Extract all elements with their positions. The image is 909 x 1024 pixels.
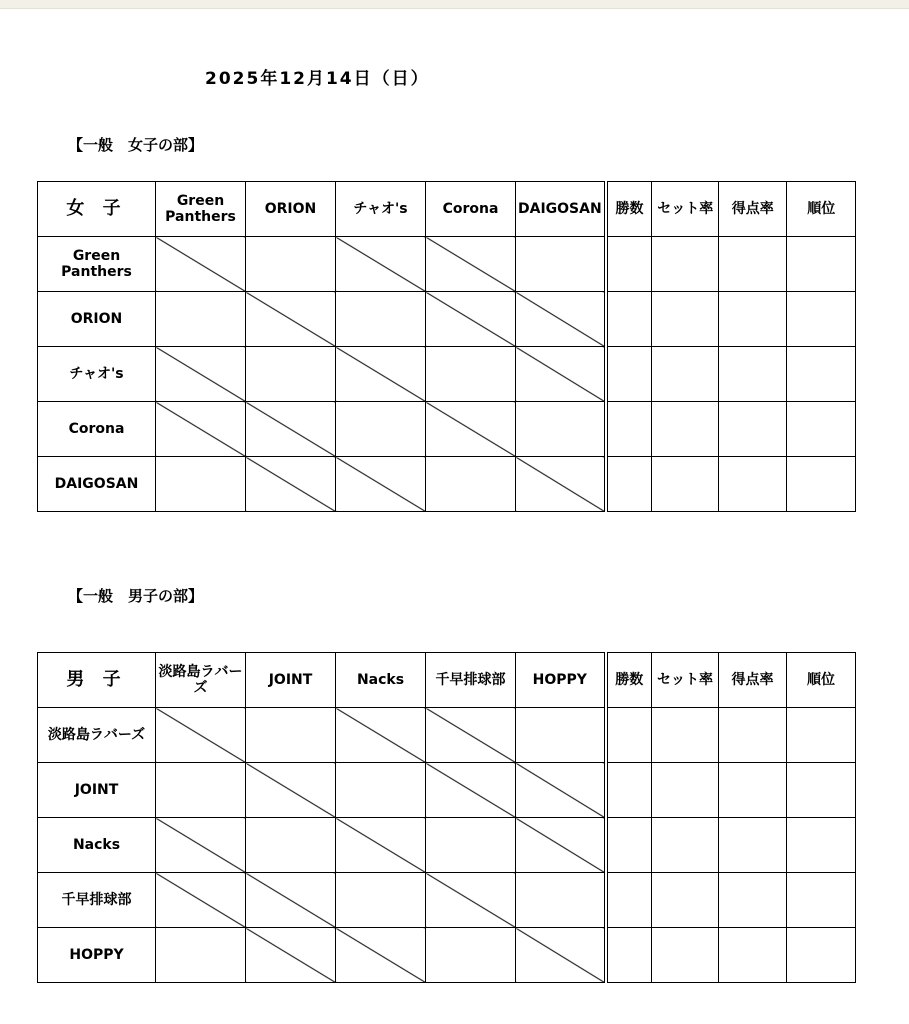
match-cell [516,402,606,457]
match-cell-diagonal [246,873,336,928]
table-row [38,708,856,763]
match-cell [336,292,426,347]
point-ratio-cell [719,457,787,512]
match-cell [246,347,336,402]
set-ratio-cell [652,402,719,457]
match-cell-diagonal [516,763,606,818]
wins-cell [606,818,652,873]
wins-cell [606,292,652,347]
set-ratio-cell [652,237,719,292]
row-team-header: 千早排球部 [38,873,156,928]
match-cell [156,457,246,512]
match-cell [426,457,516,512]
match-cell [246,237,336,292]
column-team-header: 千早排球部 [426,653,516,708]
point-ratio-cell [719,763,787,818]
stat-header-set-ratio: セット率 [652,653,719,708]
set-ratio-cell [652,347,719,402]
point-ratio-cell [719,708,787,763]
stat-header-wins: 勝数 [606,182,652,237]
stat-header-rank: 順位 [787,653,856,708]
match-cell [156,928,246,983]
stat-header-point-ratio: 得点率 [719,182,787,237]
self-match-cell [246,292,336,347]
match-cell [156,763,246,818]
column-team-header: JOINT [246,653,336,708]
league-table-women [37,181,856,512]
match-cell [426,928,516,983]
stat-header-rank: 順位 [787,182,856,237]
corner-label: 女 子 [38,182,156,237]
table-row [38,873,856,928]
wins-cell [606,708,652,763]
rank-cell [787,818,856,873]
section-heading-men: 【一般 男子の部】 [68,587,204,605]
date-title: 2025年12月14日（日） [205,69,430,89]
self-match-cell [156,708,246,763]
rank-cell [787,347,856,402]
stat-header-set-ratio: セット率 [652,182,719,237]
column-team-header: 淡路島ラバーズ [156,653,246,708]
league-table-men [37,652,856,983]
match-cell [156,292,246,347]
set-ratio-cell [652,708,719,763]
set-ratio-cell [652,457,719,512]
point-ratio-cell [719,873,787,928]
column-team-header: Corona [426,182,516,237]
match-cell-diagonal [156,402,246,457]
match-cell-diagonal [426,763,516,818]
wins-cell [606,402,652,457]
match-cell-diagonal [156,873,246,928]
set-ratio-cell [652,873,719,928]
rank-cell [787,873,856,928]
viewer-top-bar [0,0,909,9]
match-cell [246,818,336,873]
self-match-cell [336,818,426,873]
self-match-cell [426,873,516,928]
match-cell-diagonal [426,237,516,292]
header-row [38,653,856,708]
wins-cell [606,763,652,818]
self-match-cell [516,457,606,512]
wins-cell [606,928,652,983]
row-team-header: Corona [38,402,156,457]
column-team-header: チャオ's [336,182,426,237]
table-row [38,292,856,347]
table-row [38,928,856,983]
rank-cell [787,402,856,457]
set-ratio-cell [652,818,719,873]
column-team-header: ORION [246,182,336,237]
table-row [38,457,856,512]
column-team-header: Green Panthers [156,182,246,237]
match-cell-diagonal [516,292,606,347]
match-cell [516,237,606,292]
rank-cell [787,763,856,818]
match-cell [426,347,516,402]
header-row [38,182,856,237]
match-cell-diagonal [516,347,606,402]
self-match-cell [156,237,246,292]
set-ratio-cell [652,928,719,983]
match-cell-diagonal [246,402,336,457]
wins-cell [606,873,652,928]
row-team-header: DAIGOSAN [38,457,156,512]
point-ratio-cell [719,818,787,873]
row-team-header: HOPPY [38,928,156,983]
table-row [38,347,856,402]
column-team-header: HOPPY [516,653,606,708]
rank-cell [787,237,856,292]
section-heading-women: 【一般 女子の部】 [68,136,204,154]
rank-cell [787,292,856,347]
match-cell [336,402,426,457]
match-cell [426,818,516,873]
row-team-header: チャオ's [38,347,156,402]
stat-header-point-ratio: 得点率 [719,653,787,708]
set-ratio-cell [652,292,719,347]
point-ratio-cell [719,402,787,457]
wins-cell [606,347,652,402]
self-match-cell [426,402,516,457]
corner-label: 男 子 [38,653,156,708]
wins-cell [606,457,652,512]
wins-cell [606,237,652,292]
row-team-header: ORION [38,292,156,347]
match-cell [516,708,606,763]
column-team-header: Nacks [336,653,426,708]
match-cell-diagonal [246,457,336,512]
match-cell-diagonal [156,818,246,873]
match-cell-diagonal [336,708,426,763]
rank-cell [787,457,856,512]
row-team-header: Green Panthers [38,237,156,292]
point-ratio-cell [719,347,787,402]
row-team-header: JOINT [38,763,156,818]
match-cell [336,873,426,928]
set-ratio-cell [652,763,719,818]
point-ratio-cell [719,237,787,292]
column-team-header: DAIGOSAN [516,182,606,237]
match-cell-diagonal [336,237,426,292]
match-cell [336,763,426,818]
point-ratio-cell [719,928,787,983]
rank-cell [787,928,856,983]
match-cell-diagonal [426,708,516,763]
match-cell-diagonal [156,347,246,402]
match-cell-diagonal [246,928,336,983]
match-cell-diagonal [336,928,426,983]
self-match-cell [246,763,336,818]
table-row [38,237,856,292]
match-cell [246,708,336,763]
match-cell-diagonal [426,292,516,347]
self-match-cell [336,347,426,402]
point-ratio-cell [719,292,787,347]
table-row [38,763,856,818]
self-match-cell [516,928,606,983]
match-cell [516,873,606,928]
match-cell-diagonal [516,818,606,873]
table-row [38,402,856,457]
stat-header-wins: 勝数 [606,653,652,708]
table-row [38,818,856,873]
row-team-header: Nacks [38,818,156,873]
match-cell-diagonal [336,457,426,512]
row-team-header: 淡路島ラバーズ [38,708,156,763]
rank-cell [787,708,856,763]
